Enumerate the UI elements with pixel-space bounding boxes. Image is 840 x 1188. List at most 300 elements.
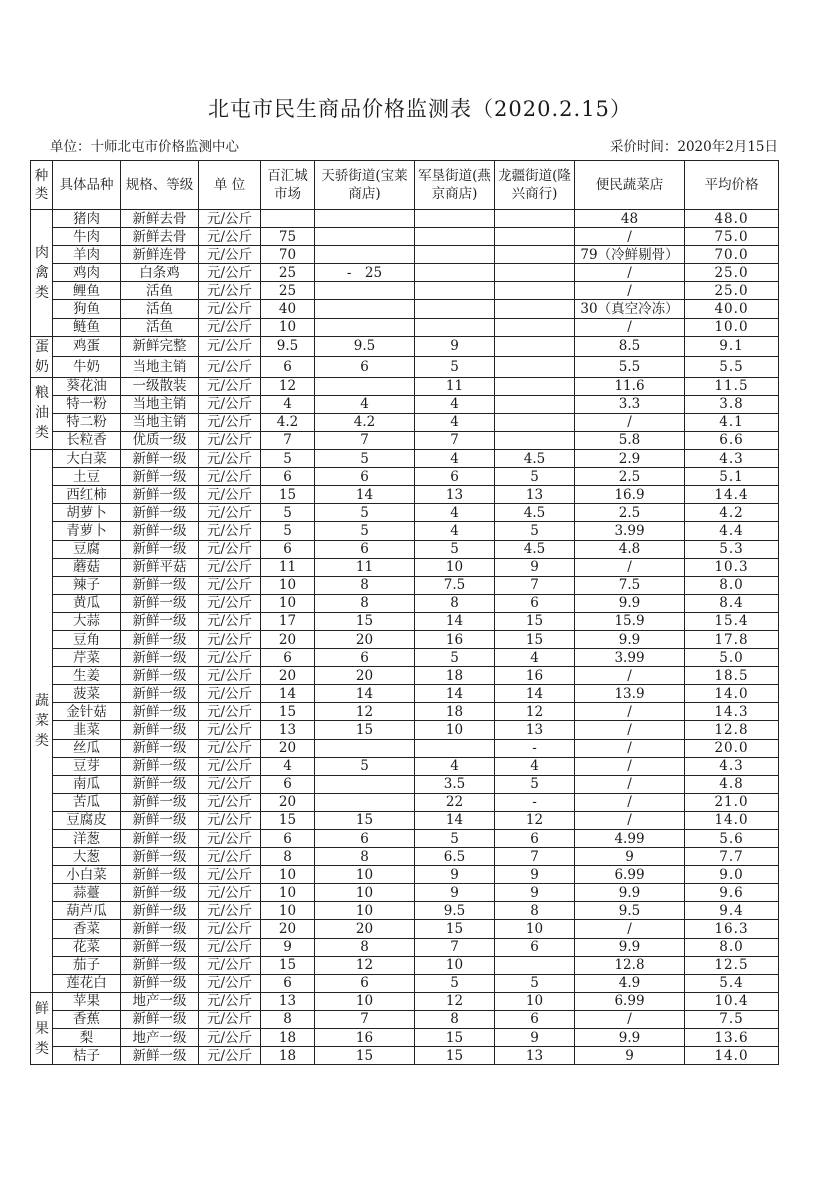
tianjiao-price-cell: 4.2: [315, 413, 415, 431]
baihui-price-cell: 6: [261, 649, 315, 667]
baihui-price-cell: 10: [261, 594, 315, 612]
average-price-cell: 4.1: [685, 413, 779, 431]
tianjiao-price-cell: 5: [315, 757, 415, 775]
spec-cell: 当地主销: [121, 395, 199, 413]
baihui-price-cell: 70: [261, 246, 315, 264]
tianjiao-price-cell: 6: [315, 649, 415, 667]
table-row: [31, 357, 779, 378]
longjiang-price-cell: 6: [495, 594, 575, 612]
tianjiao-price-cell: 6: [315, 830, 415, 848]
tianjiao-price-cell: [315, 377, 415, 395]
item-cell: 特二粉: [53, 413, 121, 431]
unit-cell: 元/公斤: [199, 431, 261, 449]
baihui-price-cell: 9.5: [261, 336, 315, 357]
unit-cell: 元/公斤: [199, 522, 261, 540]
longjiang-price-cell: [495, 377, 575, 395]
baihui-price-cell: 10: [261, 576, 315, 594]
longjiang-price-cell: 10: [495, 992, 575, 1010]
average-price-cell: 9.6: [685, 884, 779, 902]
baihui-price-cell: 18: [261, 1047, 315, 1065]
junken-price-cell: 7.5: [415, 576, 495, 594]
item-cell: 胡萝卜: [53, 504, 121, 522]
unit-cell: 元/公斤: [199, 486, 261, 504]
spec-cell: 新鲜一级: [121, 866, 199, 884]
unit-cell: 元/公斤: [199, 649, 261, 667]
item-cell: 香菜: [53, 920, 121, 938]
junken-price-cell: [415, 210, 495, 228]
longjiang-price-cell: 7: [495, 576, 575, 594]
tianjiao-price-cell: [315, 228, 415, 246]
bianmin-price-cell: 11.6: [575, 377, 685, 395]
junken-price-cell: 5: [415, 830, 495, 848]
tianjiao-price-cell: [315, 210, 415, 228]
bianmin-price-cell: 6.99: [575, 866, 685, 884]
longjiang-price-cell: 13: [495, 721, 575, 739]
longjiang-price-cell: 4.5: [495, 540, 575, 558]
item-cell: 韭菜: [53, 721, 121, 739]
table-row: [31, 395, 779, 413]
page-title: 北屯市民生商品价格监测表（2020.2.15）: [208, 97, 632, 121]
bianmin-price-cell: 79（冷鲜剔骨）: [575, 246, 685, 264]
average-price-cell: 70.0: [685, 246, 779, 264]
bianmin-price-cell: 7.5: [575, 576, 685, 594]
baihui-price-cell: 75: [261, 228, 315, 246]
baihui-price-cell: 6: [261, 468, 315, 486]
average-price-cell: 4.8: [685, 775, 779, 793]
unit-cell: 元/公斤: [199, 282, 261, 300]
spec-cell: 新鲜一级: [121, 468, 199, 486]
item-cell: 洋葱: [53, 830, 121, 848]
table-row: [31, 210, 779, 228]
baihui-price-cell: 20: [261, 630, 315, 648]
average-price-cell: 14.0: [685, 811, 779, 829]
unit-cell: 元/公斤: [199, 884, 261, 902]
table-row: [31, 282, 779, 300]
junken-price-cell: 7: [415, 938, 495, 956]
table-row: [31, 300, 779, 318]
average-price-cell: 8.0: [685, 938, 779, 956]
bianmin-price-cell: 4.8: [575, 540, 685, 558]
junken-price-cell: 4: [415, 413, 495, 431]
item-cell: 鸡蛋: [53, 336, 121, 357]
table-row: [31, 811, 779, 829]
spec-cell: 新鲜连骨: [121, 246, 199, 264]
spec-cell: 活鱼: [121, 300, 199, 318]
unit-cell: 元/公斤: [199, 300, 261, 318]
baihui-price-cell: 6: [261, 974, 315, 992]
spec-cell: 活鱼: [121, 318, 199, 336]
baihui-price-cell: 6: [261, 357, 315, 378]
table-row: [31, 739, 779, 757]
baihui-price-cell: 8: [261, 1010, 315, 1028]
average-price-cell: 4.3: [685, 450, 779, 468]
bianmin-price-cell: 9.9: [575, 630, 685, 648]
item-cell: 特一粉: [53, 395, 121, 413]
unit-cell: 元/公斤: [199, 318, 261, 336]
table-row: [31, 318, 779, 336]
table-row: [31, 757, 779, 775]
table-row: [31, 848, 779, 866]
junken-price-cell: 6.5: [415, 848, 495, 866]
table-row: [31, 336, 779, 357]
average-price-cell: 4.4: [685, 522, 779, 540]
category-cell: 粮油类: [31, 377, 53, 449]
category-cell: 蛋奶: [31, 336, 53, 377]
item-cell: 香蕉: [53, 1010, 121, 1028]
bianmin-price-cell: 30（真空冷冻）: [575, 300, 685, 318]
spec-cell: 新鲜完整: [121, 336, 199, 357]
item-cell: 花菜: [53, 938, 121, 956]
tianjiao-price-cell: 15: [315, 1047, 415, 1065]
item-cell: 南瓜: [53, 775, 121, 793]
header-bianmin: 便民蔬菜店: [575, 161, 685, 210]
longjiang-price-cell: [495, 336, 575, 357]
item-cell: 苦瓜: [53, 793, 121, 811]
longjiang-price-cell: 9: [495, 1029, 575, 1047]
unit-cell: 元/公斤: [199, 721, 261, 739]
table-row: [31, 830, 779, 848]
table-row: [31, 504, 779, 522]
spec-cell: 新鲜一级: [121, 685, 199, 703]
tianjiao-price-cell: 6: [315, 974, 415, 992]
average-price-cell: 17.8: [685, 630, 779, 648]
baihui-price-cell: 20: [261, 739, 315, 757]
header-item: 具体品种: [53, 161, 121, 210]
spec-cell: 新鲜一级: [121, 848, 199, 866]
average-price-cell: 10.4: [685, 992, 779, 1010]
table-row: [31, 522, 779, 540]
average-price-cell: 9.4: [685, 902, 779, 920]
longjiang-price-cell: 4.5: [495, 450, 575, 468]
unit-cell: 元/公斤: [199, 902, 261, 920]
spec-cell: 当地主销: [121, 413, 199, 431]
item-cell: 豆角: [53, 630, 121, 648]
baihui-price-cell: 25: [261, 282, 315, 300]
unit-cell: 元/公斤: [199, 974, 261, 992]
longjiang-price-cell: [495, 300, 575, 318]
tianjiao-price-cell: 4: [315, 395, 415, 413]
junken-price-cell: 7: [415, 431, 495, 449]
spec-cell: 新鲜一级: [121, 576, 199, 594]
table-body: [31, 210, 779, 1065]
tianjiao-price-cell: [315, 793, 415, 811]
tianjiao-price-cell: 8: [315, 576, 415, 594]
item-cell: 莲花白: [53, 974, 121, 992]
unit-cell: 元/公斤: [199, 594, 261, 612]
average-price-cell: 5.6: [685, 830, 779, 848]
table-row: [31, 431, 779, 449]
table-row: [31, 703, 779, 721]
bianmin-price-cell: 48: [575, 210, 685, 228]
spec-cell: 新鲜一级: [121, 450, 199, 468]
unit-cell: 元/公斤: [199, 210, 261, 228]
baihui-price-cell: 10: [261, 318, 315, 336]
table-row: [31, 775, 779, 793]
junken-price-cell: 9: [415, 884, 495, 902]
junken-price-cell: 14: [415, 612, 495, 630]
bianmin-price-cell: /: [575, 558, 685, 576]
baihui-price-cell: 10: [261, 902, 315, 920]
table-row: [31, 992, 779, 1010]
item-cell: 苹果: [53, 992, 121, 1010]
baihui-price-cell: 20: [261, 920, 315, 938]
baihui-price-cell: 7: [261, 431, 315, 449]
bianmin-price-cell: /: [575, 413, 685, 431]
junken-price-cell: 3.5: [415, 775, 495, 793]
table-row: [31, 377, 779, 395]
average-price-cell: 7.7: [685, 848, 779, 866]
table-row: [31, 974, 779, 992]
bianmin-price-cell: /: [575, 811, 685, 829]
table-row: [31, 793, 779, 811]
header-spec: 规格、等级: [121, 161, 199, 210]
baihui-price-cell: 20: [261, 793, 315, 811]
table-row: [31, 576, 779, 594]
average-price-cell: 10.0: [685, 318, 779, 336]
unit-cell: 元/公斤: [199, 739, 261, 757]
tianjiao-price-cell: 10: [315, 884, 415, 902]
bianmin-price-cell: 5.5: [575, 357, 685, 378]
item-cell: 蘑菇: [53, 558, 121, 576]
junken-price-cell: 14: [415, 685, 495, 703]
longjiang-price-cell: 14: [495, 685, 575, 703]
table-row: [31, 721, 779, 739]
junken-price-cell: 18: [415, 667, 495, 685]
average-price-cell: 25.0: [685, 264, 779, 282]
junken-price-cell: 8: [415, 1010, 495, 1028]
bianmin-price-cell: /: [575, 703, 685, 721]
unit-cell: 元/公斤: [199, 793, 261, 811]
spec-cell: 新鲜一级: [121, 938, 199, 956]
longjiang-price-cell: 9: [495, 866, 575, 884]
unit-cell: 元/公斤: [199, 757, 261, 775]
average-price-cell: 8.0: [685, 576, 779, 594]
baihui-price-cell: 13: [261, 992, 315, 1010]
baihui-price-cell: [261, 210, 315, 228]
unit-cell: 元/公斤: [199, 866, 261, 884]
bianmin-price-cell: 8.5: [575, 336, 685, 357]
table-row: [31, 264, 779, 282]
table-row: [31, 1047, 779, 1065]
average-price-cell: 5.3: [685, 540, 779, 558]
unit-cell: 元/公斤: [199, 468, 261, 486]
table-row: [31, 902, 779, 920]
item-cell: 长粒香: [53, 431, 121, 449]
spec-cell: 新鲜一级: [121, 902, 199, 920]
table-row: [31, 938, 779, 956]
table-row: [31, 884, 779, 902]
junken-price-cell: 4: [415, 395, 495, 413]
baihui-price-cell: 15: [261, 486, 315, 504]
longjiang-price-cell: -: [495, 739, 575, 757]
spec-cell: 地产一级: [121, 992, 199, 1010]
longjiang-price-cell: [495, 282, 575, 300]
tianjiao-price-cell: [315, 300, 415, 318]
tianjiao-price-cell: 7: [315, 1010, 415, 1028]
tianjiao-price-cell: 6: [315, 357, 415, 378]
longjiang-price-cell: 4: [495, 649, 575, 667]
category-cell: 肉禽类: [31, 210, 53, 337]
junken-price-cell: 10: [415, 956, 495, 974]
item-cell: 桔子: [53, 1047, 121, 1065]
junken-price-cell: 12: [415, 992, 495, 1010]
junken-price-cell: 9: [415, 866, 495, 884]
table-row: [31, 468, 779, 486]
tianjiao-price-cell: 20: [315, 667, 415, 685]
longjiang-price-cell: [495, 413, 575, 431]
junken-price-cell: 14: [415, 811, 495, 829]
spec-cell: 新鲜一级: [121, 920, 199, 938]
item-cell: 猪肉: [53, 210, 121, 228]
header-category: 种类: [31, 161, 53, 210]
bianmin-price-cell: /: [575, 264, 685, 282]
bianmin-price-cell: 9: [575, 1047, 685, 1065]
category-cell: 鲜果类: [31, 992, 53, 1064]
bianmin-price-cell: /: [575, 318, 685, 336]
item-cell: 豆芽: [53, 757, 121, 775]
unit-cell: 元/公斤: [199, 558, 261, 576]
item-cell: 葫芦瓜: [53, 902, 121, 920]
baihui-price-cell: 8: [261, 848, 315, 866]
longjiang-price-cell: [495, 210, 575, 228]
table-row: [31, 1010, 779, 1028]
unit-cell: 元/公斤: [199, 612, 261, 630]
average-price-cell: 12.8: [685, 721, 779, 739]
table-row: [31, 630, 779, 648]
unit-cell: 元/公斤: [199, 775, 261, 793]
average-price-cell: 5.4: [685, 974, 779, 992]
baihui-price-cell: 20: [261, 667, 315, 685]
item-cell: 鸡肉: [53, 264, 121, 282]
longjiang-price-cell: [495, 246, 575, 264]
baihui-price-cell: 5: [261, 504, 315, 522]
table-row: [31, 540, 779, 558]
longjiang-price-cell: 4: [495, 757, 575, 775]
bianmin-price-cell: 4.99: [575, 830, 685, 848]
tianjiao-price-cell: [315, 282, 415, 300]
bianmin-price-cell: /: [575, 721, 685, 739]
item-cell: 鲤鱼: [53, 282, 121, 300]
average-price-cell: 7.5: [685, 1010, 779, 1028]
bianmin-price-cell: 3.99: [575, 522, 685, 540]
item-cell: 大白菜: [53, 450, 121, 468]
header-tianjiao: 天骄街道(宝莱商店): [315, 161, 415, 210]
tianjiao-price-cell: 6: [315, 540, 415, 558]
spec-cell: 新鲜一级: [121, 811, 199, 829]
bianmin-price-cell: /: [575, 739, 685, 757]
unit-cell: 元/公斤: [199, 685, 261, 703]
baihui-price-cell: 5: [261, 522, 315, 540]
unit-cell: 元/公斤: [199, 956, 261, 974]
table-row: [31, 413, 779, 431]
bianmin-price-cell: 9.9: [575, 1029, 685, 1047]
average-price-cell: 6.6: [685, 431, 779, 449]
longjiang-price-cell: 13: [495, 486, 575, 504]
category-cell: 蔬菜类: [31, 450, 53, 993]
spec-cell: 新鲜一级: [121, 504, 199, 522]
junken-price-cell: 22: [415, 793, 495, 811]
junken-price-cell: 4: [415, 757, 495, 775]
junken-price-cell: 5: [415, 357, 495, 378]
baihui-price-cell: 18: [261, 1029, 315, 1047]
tianjiao-price-cell: 5: [315, 504, 415, 522]
table-row: [31, 450, 779, 468]
baihui-price-cell: 15: [261, 956, 315, 974]
baihui-price-cell: 6: [261, 540, 315, 558]
junken-price-cell: [415, 246, 495, 264]
table-row: [31, 1029, 779, 1047]
bianmin-price-cell: 9: [575, 848, 685, 866]
spec-cell: 新鲜去骨: [121, 210, 199, 228]
longjiang-price-cell: 12: [495, 811, 575, 829]
spec-cell: 新鲜一级: [121, 522, 199, 540]
average-price-cell: 14.4: [685, 486, 779, 504]
item-cell: 葵花油: [53, 377, 121, 395]
average-price-cell: 4.2: [685, 504, 779, 522]
unit-cell: 元/公斤: [199, 450, 261, 468]
junken-price-cell: [415, 318, 495, 336]
unit-cell: 元/公斤: [199, 336, 261, 357]
longjiang-price-cell: [495, 228, 575, 246]
bianmin-price-cell: 15.9: [575, 612, 685, 630]
bianmin-price-cell: /: [575, 667, 685, 685]
baihui-price-cell: 10: [261, 884, 315, 902]
average-price-cell: 10.3: [685, 558, 779, 576]
spec-cell: 新鲜一级: [121, 667, 199, 685]
spec-cell: 新鲜平菇: [121, 558, 199, 576]
bianmin-price-cell: 4.9: [575, 974, 685, 992]
tianjiao-price-cell: [315, 739, 415, 757]
spec-cell: 新鲜一级: [121, 612, 199, 630]
spec-cell: 当地主销: [121, 357, 199, 378]
unit-cell: 元/公斤: [199, 228, 261, 246]
average-price-cell: 4.3: [685, 757, 779, 775]
tianjiao-price-cell: [315, 775, 415, 793]
unit-cell: 元/公斤: [199, 576, 261, 594]
spec-cell: 新鲜一级: [121, 1010, 199, 1028]
spec-cell: 新鲜一级: [121, 793, 199, 811]
junken-price-cell: 5: [415, 649, 495, 667]
item-cell: 辣子: [53, 576, 121, 594]
tianjiao-price-cell: 20: [315, 630, 415, 648]
spec-cell: 白条鸡: [121, 264, 199, 282]
baihui-price-cell: 17: [261, 612, 315, 630]
average-price-cell: 9.0: [685, 866, 779, 884]
collection-time-label: 采价时间：2020年2月15日: [609, 139, 778, 155]
spec-cell: 新鲜一级: [121, 775, 199, 793]
average-price-cell: 9.1: [685, 336, 779, 357]
tianjiao-price-cell: 9.5: [315, 336, 415, 357]
item-cell: 芹菜: [53, 649, 121, 667]
longjiang-price-cell: 6: [495, 938, 575, 956]
bianmin-price-cell: 3.3: [575, 395, 685, 413]
item-cell: 鲢鱼: [53, 318, 121, 336]
item-cell: 西红柿: [53, 486, 121, 504]
junken-price-cell: 4: [415, 522, 495, 540]
item-cell: 牛肉: [53, 228, 121, 246]
item-cell: 豆腐皮: [53, 811, 121, 829]
longjiang-price-cell: -: [495, 793, 575, 811]
bianmin-price-cell: 9.9: [575, 938, 685, 956]
bianmin-price-cell: 2.5: [575, 504, 685, 522]
junken-price-cell: 16: [415, 630, 495, 648]
average-price-cell: 40.0: [685, 300, 779, 318]
tianjiao-price-cell: 8: [315, 594, 415, 612]
spec-cell: 新鲜一级: [121, 540, 199, 558]
average-price-cell: 3.8: [685, 395, 779, 413]
unit-cell: 元/公斤: [199, 395, 261, 413]
spec-cell: 新鲜一级: [121, 649, 199, 667]
